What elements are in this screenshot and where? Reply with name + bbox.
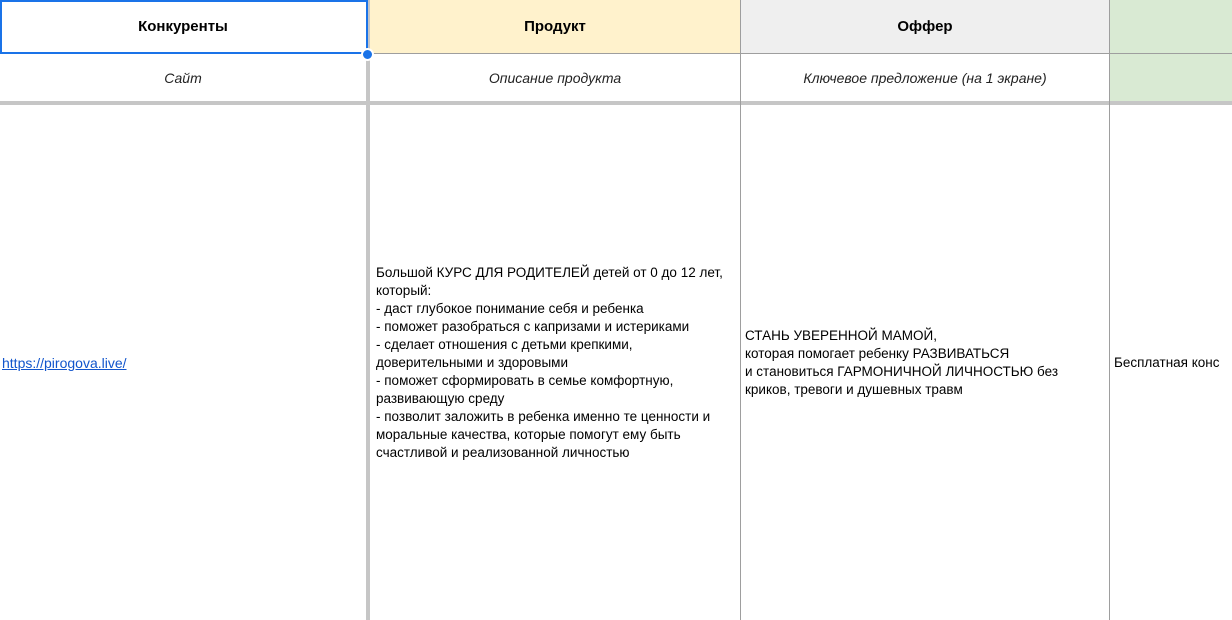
- header-cell-next[interactable]: [1110, 0, 1232, 53]
- column-divider: [740, 0, 741, 620]
- cell-selection-border: [0, 0, 368, 54]
- header-competitors-label: Конкуренты: [138, 18, 228, 35]
- cell-next-column[interactable]: [1110, 105, 1232, 620]
- subheader-product-desc-label: Описание продукта: [488, 69, 622, 86]
- cell-key-offer[interactable]: [741, 105, 1109, 620]
- key-offer-text: СТАНЬ УВЕРЕННОЙ МАМОЙ, которая помогает ребенку РАЗВИВАТЬСЯ и становиться ГАРМОНИЧНОЙ ЛИЧНОСТЬЮ без криков, тревоги и душевных травм: [745, 327, 1059, 397]
- header-cell-offer[interactable]: [741, 0, 1109, 53]
- fill-handle[interactable]: [361, 48, 374, 61]
- subheader-cell-site[interactable]: [0, 54, 366, 101]
- frozen-column-divider[interactable]: [366, 0, 370, 620]
- header-product-label: Продукт: [524, 18, 586, 35]
- subheader-cell-next[interactable]: [1110, 54, 1232, 101]
- subheader-key-offer-label: Ключевое предложение (на 1 экране): [803, 69, 1047, 86]
- cell-site[interactable]: [0, 105, 366, 620]
- product-description-text: Большой КУРС ДЛЯ РОДИТЕЛЕЙ детей от 0 до 12 лет, который: - даст глубокое понимание себя и ребенка - поможет разобраться с капризами и истериками - сделает отношения с детьми крепкими, доверительными и здоровыми - поможет сформировать в семье комфортную, развивающую среду - позволит заложить в ребенка именно те ценности и моральные качества, которые помогут ему быть счастливой и реализованной личностью: [376, 264, 723, 460]
- column-divider: [1109, 0, 1110, 620]
- subheader-cell-key-offer[interactable]: [741, 54, 1109, 101]
- cell-product-description[interactable]: [370, 105, 740, 620]
- header-cell-product[interactable]: [370, 0, 740, 53]
- subheader-site-label: Сайт: [164, 69, 202, 86]
- next-column-text: Бесплатная конс: [1114, 354, 1220, 370]
- header-offer-label: Оффер: [897, 18, 953, 35]
- frozen-row-divider[interactable]: [0, 101, 1232, 105]
- subheader-cell-product-desc[interactable]: [370, 54, 740, 101]
- site-link[interactable]: https://pirogova.live/: [2, 354, 127, 371]
